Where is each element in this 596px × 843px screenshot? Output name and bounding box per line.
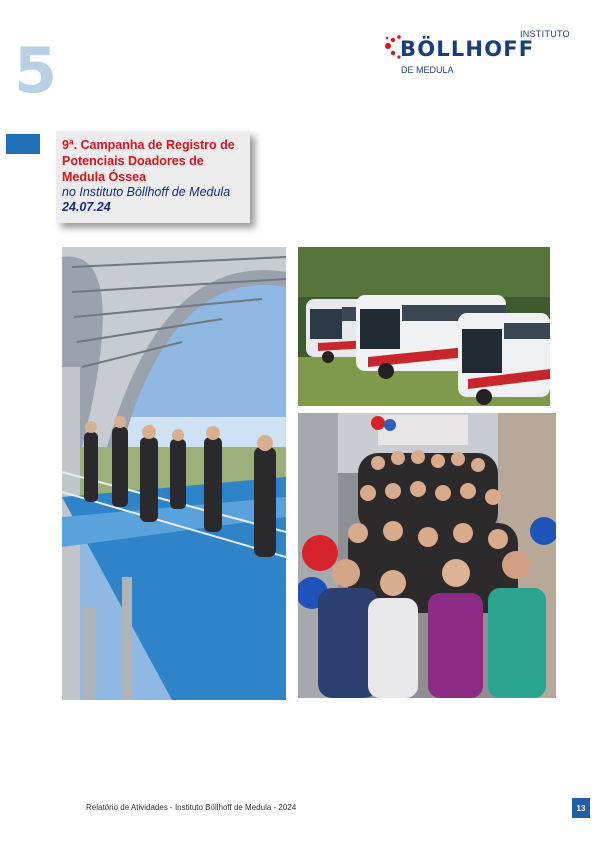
logo-instituto-text: INSTITUTO <box>519 29 570 39</box>
section-number: 5 <box>14 34 58 107</box>
title-line-1: 9ª. Campanha de Registro de <box>62 138 235 152</box>
campaign-title-box <box>56 131 250 223</box>
title-line-3: Medula Óssea <box>62 170 147 184</box>
section-marker <box>6 134 40 154</box>
buses-photo <box>298 247 550 406</box>
title-subtitle: no Instituto Böllhoff de Medula <box>62 185 231 199</box>
title-date: 24.07.24 <box>62 200 111 214</box>
walkway-photo <box>62 247 286 700</box>
group-photo <box>298 413 556 698</box>
logo-name: BÖLLHOFF <box>400 37 535 61</box>
institute-logo <box>384 26 574 78</box>
logo-sub-text: DE MEDULA <box>401 65 454 75</box>
title-line-2: Potenciais Doadores de <box>62 154 204 168</box>
page-number: 13 <box>572 798 590 818</box>
footer-text: Relatório de Atividades - Instituto Böllhoff de Medula - 2024 <box>86 803 297 812</box>
